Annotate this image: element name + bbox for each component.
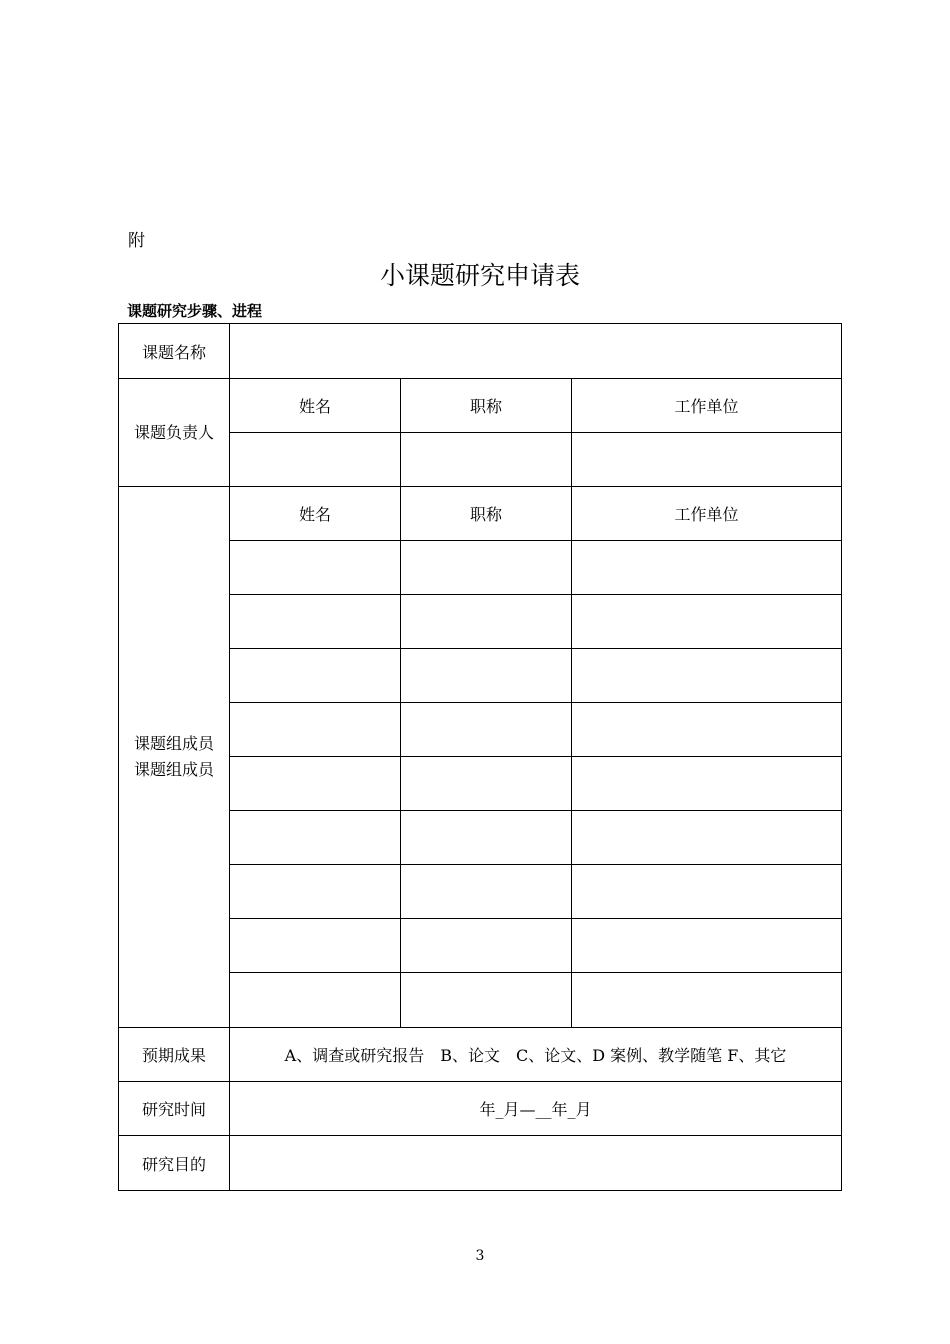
member-unit-field[interactable] bbox=[572, 865, 842, 919]
application-form-table bbox=[118, 323, 842, 1191]
attachment-label: 附 bbox=[128, 231, 145, 251]
member-unit-field[interactable] bbox=[572, 649, 842, 703]
members-header-row bbox=[119, 487, 842, 541]
members-col-title: 职称 bbox=[401, 487, 572, 541]
members-label-line2: 课题组成员 bbox=[133, 760, 214, 779]
outcome-label: 预期成果 bbox=[119, 1028, 230, 1082]
outcome-options[interactable]: A、调查或研究报告 B、论文 C、论文、D 案例、教学随笔 F、其它 bbox=[230, 1028, 842, 1082]
member-title-field[interactable] bbox=[401, 865, 572, 919]
member-unit-field[interactable] bbox=[572, 811, 842, 865]
member-unit-field[interactable] bbox=[572, 919, 842, 973]
member-name-field[interactable] bbox=[230, 757, 401, 811]
member-name-field[interactable] bbox=[230, 649, 401, 703]
leader-col-name: 姓名 bbox=[230, 379, 401, 433]
member-name-field[interactable] bbox=[230, 811, 401, 865]
member-title-field[interactable] bbox=[401, 811, 572, 865]
leader-name-field[interactable] bbox=[230, 433, 401, 487]
topic-name-label: 课题名称 bbox=[119, 324, 230, 379]
members-col-unit: 工作单位 bbox=[572, 487, 842, 541]
purpose-field[interactable] bbox=[230, 1136, 842, 1191]
page-title: 小课题研究申请表 bbox=[379, 261, 580, 290]
member-title-field[interactable] bbox=[401, 541, 572, 595]
member-title-field[interactable] bbox=[401, 757, 572, 811]
outcome-row bbox=[119, 1028, 842, 1082]
page-number: 3 bbox=[475, 1248, 485, 1264]
member-name-field[interactable] bbox=[230, 541, 401, 595]
leader-header-row bbox=[119, 379, 842, 433]
section-subtitle: 课题研究步骤、进程 bbox=[127, 302, 263, 320]
member-name-field[interactable] bbox=[230, 865, 401, 919]
member-unit-field[interactable] bbox=[572, 541, 842, 595]
member-title-field[interactable] bbox=[401, 649, 572, 703]
member-name-field[interactable] bbox=[230, 703, 401, 757]
leader-unit-field[interactable] bbox=[572, 433, 842, 487]
topic-name-field[interactable] bbox=[230, 324, 842, 379]
members-col-name: 姓名 bbox=[230, 487, 401, 541]
member-unit-field[interactable] bbox=[572, 703, 842, 757]
member-title-field[interactable] bbox=[401, 595, 572, 649]
purpose-label: 研究目的 bbox=[119, 1136, 230, 1191]
purpose-row bbox=[119, 1136, 842, 1191]
period-row bbox=[119, 1082, 842, 1136]
member-title-field[interactable] bbox=[401, 703, 572, 757]
leader-label: 课题负责人 bbox=[119, 379, 230, 487]
leader-col-unit: 工作单位 bbox=[572, 379, 842, 433]
member-unit-field[interactable] bbox=[572, 757, 842, 811]
period-label: 研究时间 bbox=[119, 1082, 230, 1136]
period-value[interactable]: 年_月—__年_月 bbox=[230, 1082, 842, 1136]
member-name-field[interactable] bbox=[230, 595, 401, 649]
leader-title-field[interactable] bbox=[401, 433, 572, 487]
member-name-field[interactable] bbox=[230, 973, 401, 1028]
member-unit-field[interactable] bbox=[572, 973, 842, 1028]
member-title-field[interactable] bbox=[401, 973, 572, 1028]
member-unit-field[interactable] bbox=[572, 595, 842, 649]
topic-name-row bbox=[119, 324, 842, 379]
member-name-field[interactable] bbox=[230, 919, 401, 973]
leader-col-title: 职称 bbox=[401, 379, 572, 433]
member-title-field[interactable] bbox=[401, 919, 572, 973]
members-label bbox=[119, 487, 230, 1028]
members-label-line1: 课题组成员 bbox=[133, 734, 214, 753]
